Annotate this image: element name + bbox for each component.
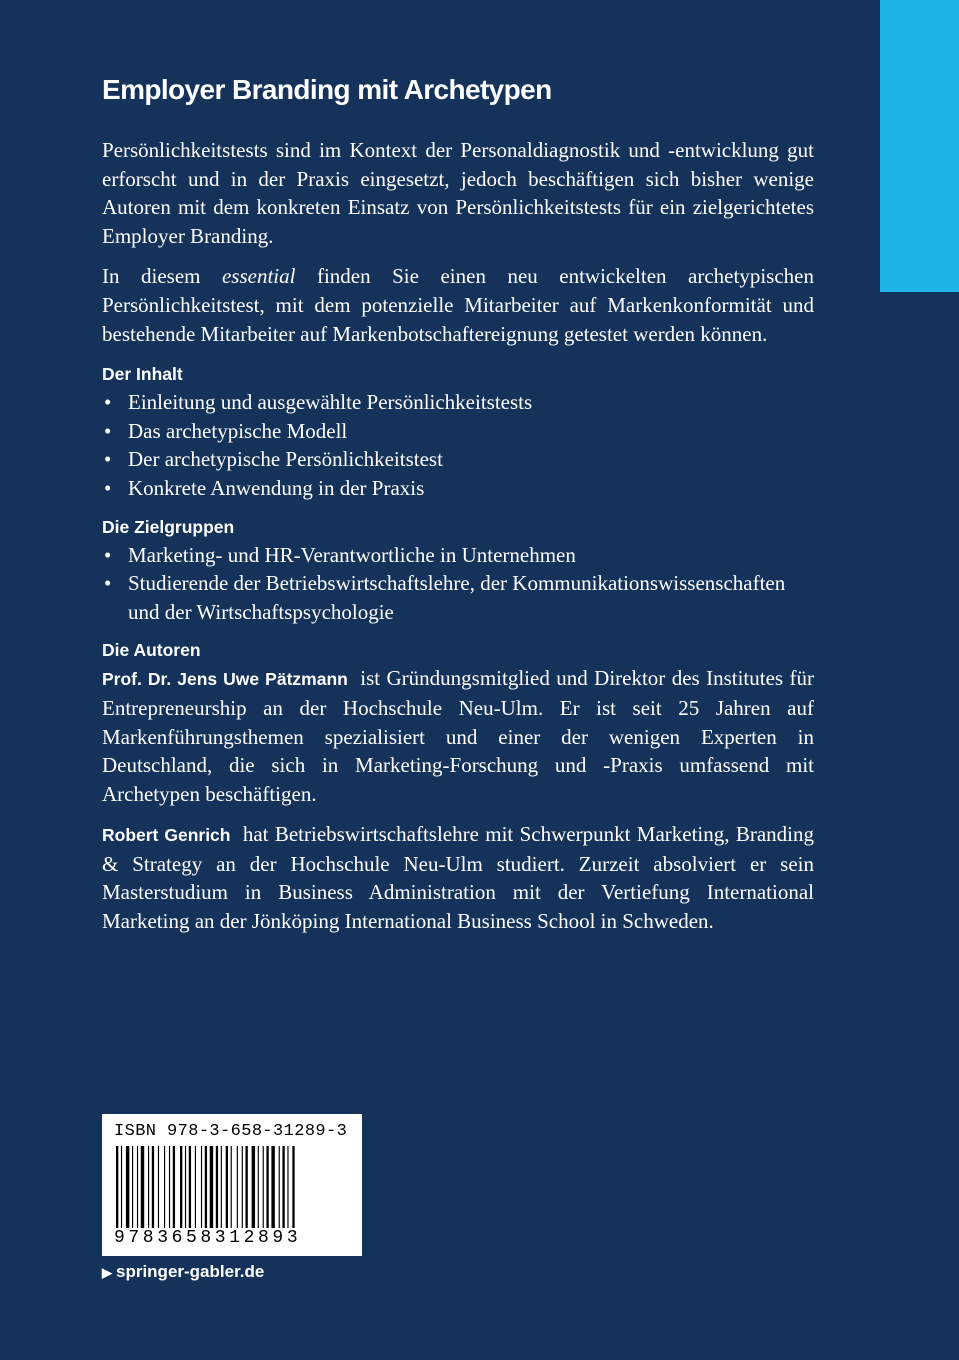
list-item <box>102 417 814 446</box>
author2-paragraph <box>102 820 814 935</box>
isbn-barcode <box>102 1114 362 1256</box>
bullet-icon: • <box>104 475 112 500</box>
list-item-text: Studierende der Betriebswirtschaftslehre, der Kommunikationswissenschaften und der Wirtschaftspsychologie <box>128 571 786 624</box>
author1-name: Prof. Dr. Jens Uwe Pätzmann <box>102 669 348 690</box>
bullet-icon: • <box>104 447 112 472</box>
inhalt-list <box>102 388 814 502</box>
list-item-text: Das archetypische Modell <box>128 418 348 443</box>
list-item-text: Konkrete Anwendung in der Praxis <box>128 475 425 500</box>
isbn-label: ISBN 978-3-658-31289-3 <box>114 1122 348 1141</box>
inhalt-heading: Der Inhalt <box>102 364 183 385</box>
intro-paragraph: Persönlichkeitstests sind im Kontext der Personaldiagnostik und -entwicklung gut erforscht und in der Praxis eingesetzt, jedoch beschäftigen sich bisher wenige Autoren mit dem konkreten Einsatz von Persönlichkeitstests für ein zielgerichtetes Employer Branding. <box>102 138 814 248</box>
author1-paragraph <box>102 664 814 808</box>
bullet-icon: • <box>104 571 112 596</box>
list-item <box>102 541 814 570</box>
essential-paragraph <box>102 262 814 348</box>
author2-name: Robert Genrich <box>102 825 231 846</box>
zielgruppen-heading: Die Zielgruppen <box>102 516 235 537</box>
accent-bar <box>880 0 959 292</box>
author2-bio: hat Betriebswirtschaftslehre mit Schwerpunkt Marketing, Branding & Strategy an der Hochschule Neu-Ulm studiert. Zurzeit absolviert er sein Masterstudium in Business Administration mit der Vertiefung International Marketing an der Jönköping International Business School in Schweden. <box>102 822 814 934</box>
barcode-digits: 9783658312893 <box>114 1228 302 1248</box>
triangle-right-icon: ▶ <box>102 1265 112 1280</box>
bullet-icon: • <box>104 390 112 415</box>
book-title: Employer Branding mit Archetypen <box>102 74 552 105</box>
back-cover-text <box>102 70 814 948</box>
barcode-bars <box>116 1146 348 1228</box>
list-item <box>102 569 814 626</box>
publisher-link[interactable] <box>102 1262 264 1282</box>
list-item <box>102 445 814 474</box>
list-item-text: Marketing- und HR-Verantwortliche in Unternehmen <box>128 542 576 567</box>
zielgruppen-list <box>102 541 814 627</box>
essential-text-before: In diesem <box>102 264 222 289</box>
essential-text-after: finden Sie einen neu entwickelten archetypischen Persönlichkeitstest, mit dem potenzielle Mitarbeiter auf Markenkonformität und bestehende Mitarbeiter auf Markenbotschaftereignung getestet werden können. <box>102 264 814 346</box>
autoren-heading: Die Autoren <box>102 640 201 661</box>
essential-emphasis: essential <box>221 264 296 289</box>
publisher-url: springer-gabler.de <box>116 1262 265 1281</box>
author1-bio: ist Gründungsmitglied und Direktor des Institutes für Entrepreneurship an der Hochschule Neu-Ulm. Er ist seit 25 Jahren auf Markenführungsthemen spezialisiert und einer der wenigen Experten in Deutschland, die sich in Marketing-Forschung und -Praxis umfassend mit Archetypen beschäftigen. <box>102 666 814 806</box>
bullet-icon: • <box>104 418 112 443</box>
list-item-text: Einleitung und ausgewählte Persönlichkeitstests <box>128 390 533 415</box>
list-item <box>102 388 814 417</box>
list-item-text: Der archetypische Persönlichkeitstest <box>128 447 443 472</box>
list-item <box>102 474 814 503</box>
bullet-icon: • <box>104 542 112 567</box>
